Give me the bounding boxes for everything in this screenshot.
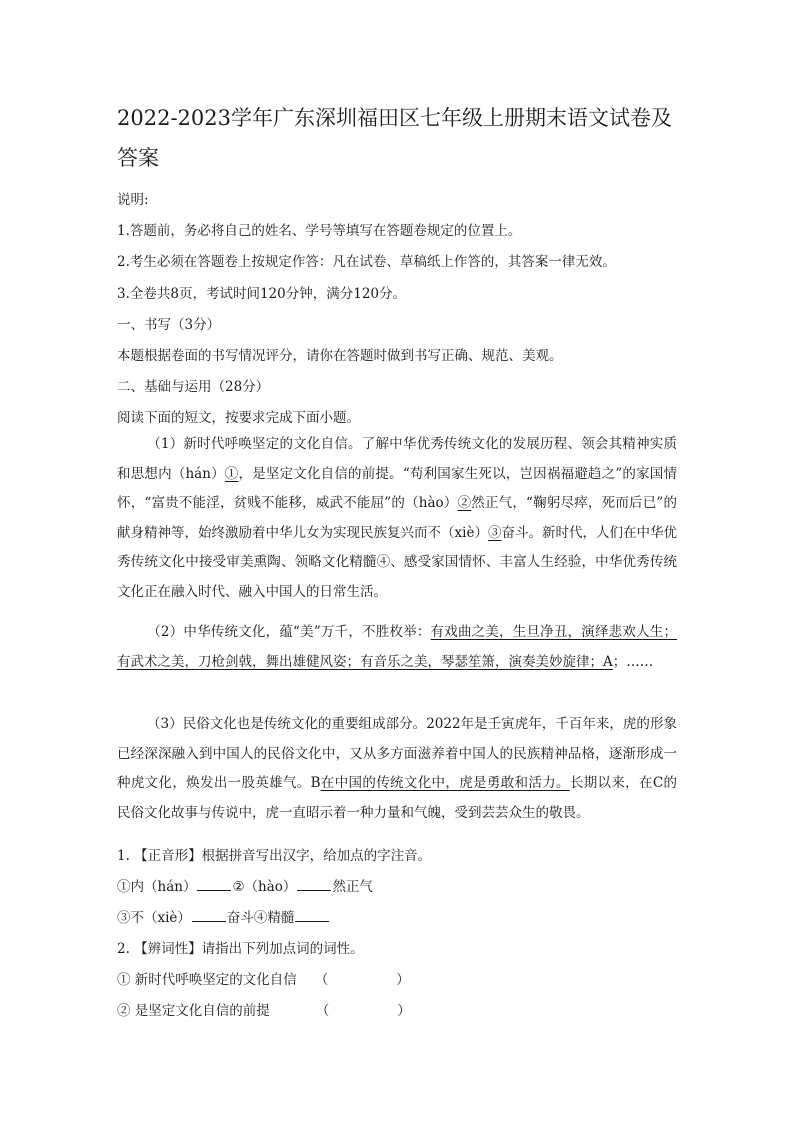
section1-text: 本题根据卷面的书写情况评分，请你在答题时做到书写正确、规范、美观。 [117,348,563,364]
q1-label-3: ③不（xiè） [117,910,191,926]
question-1-prompt: 1. 【正音形】根据拼音写出汉字，给加点的字注音。 [117,848,432,864]
p2-text-a: （2）中华传统文化，蕴“美”万千，不胜枚举： [147,624,431,640]
document-title-line2: 答案 [117,146,159,170]
q2-answer-paren-1[interactable]: （ ） [314,972,410,988]
q1-label-2: ②（hào） [232,879,297,895]
p3-underlined: 在中国的传统文化中，虎是勇敢和活力。 [320,775,570,792]
q2-item-2-text: ② 是坚定文化自信的前提 [117,1003,270,1019]
document-title-line1: 2022-2023学年广东深圳福田区七年级上册期末语文试卷及 [117,106,672,130]
question-1-row-2 [117,906,330,926]
q1-label-4: 奋斗④精髓 [226,910,295,926]
section1-heading: 一、书写（3分） [117,317,221,333]
question-2-item-2 [117,999,411,1019]
p1-text-c: 然正气，“鞠躬尽瘁，死而后已”的献身精神等，始终激励着中华儿女为实现民族复兴而不（xiè） [117,495,677,541]
q2-item-1-text: ① 新时代呼唤坚定的文化自信 [117,972,297,988]
p3-text-b: 长期以来，在C的民俗文化故事与传说中，虎一直昭示着一种力量和气魄，受到芸芸众生的敬畏。 [117,775,678,821]
p1-mark-3: ③ [487,524,502,541]
instruction-item-3: 3.全卷共8页，考试时间120分钟，满分120分。 [117,286,407,302]
p1-text-d: 奋斗。新时代，人们在中华优秀传统文化中接受审美熏陶、领略文化精髓④、感受家国情怀、丰富人生经验，中华优秀传统文化正在融入时代、融入中国人的日常生活。 [117,524,678,600]
instructions-heading: 说明: [117,192,149,208]
p2-blank-a: A [603,653,613,670]
q1-label-2-suffix: 然正气 [332,879,373,895]
section2-intro: 阅读下面的短文，按要求完成下面小题。 [117,410,360,426]
p2-text-c: ；…… [612,653,654,670]
p1-text-a: （1）新时代呼唤坚定的文化自信。了解中华优秀传统文化的发展历程、领会其精神实质和思想内（hán） [117,436,677,482]
answer-blank-3[interactable] [192,909,226,922]
instruction-item-2: 2.考生必须在答题卷上按规定作答：凡在试卷、草稿纸上作答的，其答案一律无效。 [117,254,616,270]
instruction-item-1: 1.答题前，务必将自己的姓名、学号等填写在答题卷规定的位置上。 [117,223,522,239]
p1-text-b: ，是坚定文化自信的前提。“苟利国家生死以，岂因祸福避趋之”的家国情怀，“富贵不能淫，贫贱不能移，威武不能屈”的（hào） [117,465,677,512]
answer-blank-1[interactable] [197,878,231,891]
answer-blank-2[interactable] [297,878,331,891]
q2-answer-paren-2[interactable]: （ ） [315,1003,411,1019]
passage-paragraph-3 [117,710,677,828]
p2-underlined: 有戏曲之美，生旦净丑，演绎悲欢人生；有武术之美，刀枪剑戟，舞出雄健风姿；有音乐之美，琴瑟笙箫，演奏美妙旋律； [117,624,677,670]
question-1-row-1 [117,875,373,895]
question-2-item-1 [117,968,410,988]
q1-label-1: ①内（hán） [117,879,197,895]
question-2-prompt: 2. 【辨词性】请指出下列加点词的词性。 [117,941,364,957]
p1-mark-2: ② [457,495,472,512]
passage-paragraph-1 [117,430,677,608]
p1-mark-1: ① [224,465,239,482]
answer-blank-4[interactable] [295,909,329,922]
passage-paragraph-2 [117,618,677,677]
section2-heading: 二、基础与运用（28分） [117,379,270,395]
p3-text-a: （3）民俗文化也是传统文化的重要组成部分。2022年是壬寅虎年，千百年来，虎的形象已经深深融入到中国人的民俗文化中，又从多方面滋养着中国人的民族精神品格，逐渐形成一种虎文化，焕发出一股英雄气。B [117,716,677,792]
